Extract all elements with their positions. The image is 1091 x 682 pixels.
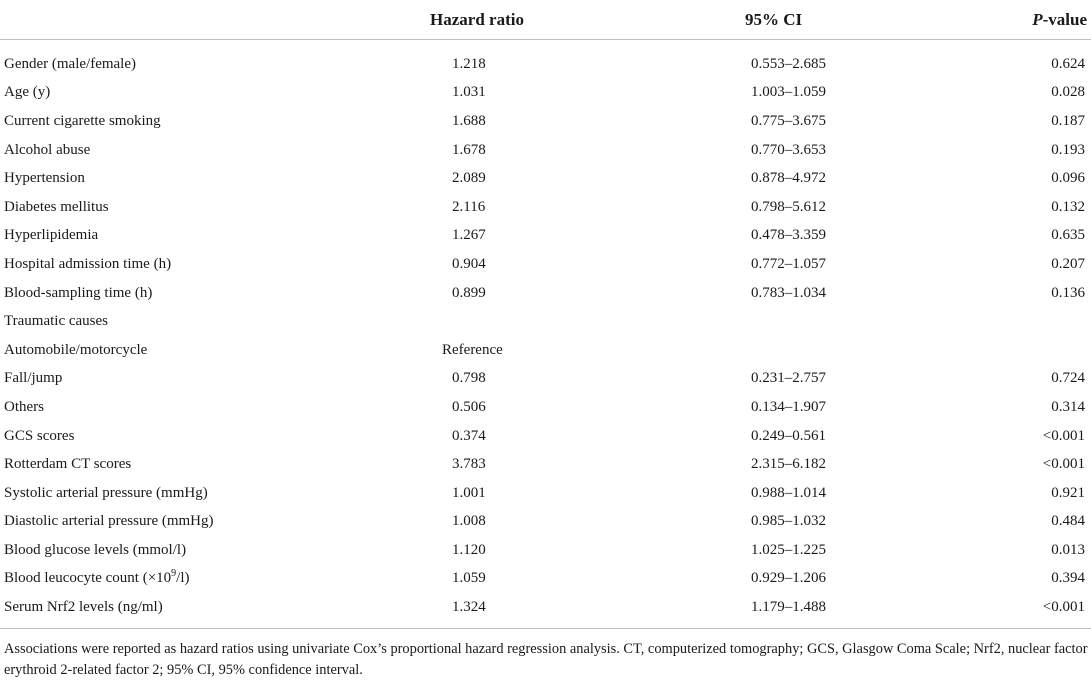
row-p-value: 0.013 [1051,541,1085,558]
row-variable: Rotterdam CT scores [4,456,132,473]
row-ci: 0.878–4.972 [751,170,826,187]
row-ci: 0.783–1.034 [751,284,826,301]
row-variable: Alcohol abuse [4,141,91,158]
table-row [0,250,1091,279]
row-variable: Diabetes mellitus [4,198,109,215]
table-row [0,307,1091,336]
row-hazard-ratio: 0.374 [452,427,486,444]
row-hazard-ratio: 1.059 [452,570,486,587]
row-ci: 0.553–2.685 [751,55,826,72]
row-variable: Diastolic arterial pressure (mmHg) [4,513,214,530]
row-hazard-ratio: Reference [442,341,503,358]
table-row [0,279,1091,308]
row-hazard-ratio: 1.688 [452,112,486,129]
row-hazard-ratio: 1.120 [452,541,486,558]
row-variable: Systolic arterial pressure (mmHg) [4,484,208,501]
row-ci: 1.179–1.488 [625,593,930,628]
row-variable: GCS scores [4,427,75,444]
row-p-value: 0.136 [1051,284,1085,301]
row-variable [0,565,390,594]
row-p-value: 0.096 [1051,170,1085,187]
table-caption: Associations were reported as hazard ratios using univariate Cox’s proportional hazard regression analysis. CT, computerized tomography; GCS, Glasgow Coma Scale; Nrf2, nuclear factor erythroid 2-related factor 2; 95% CI, 95% confidence interval. [4,641,1088,678]
row-p-value: 0.187 [1051,112,1085,129]
header-hazard-ratio: Hazard ratio [390,0,625,40]
table-row [0,365,1091,394]
row-p-value: 0.921 [1051,484,1085,501]
table-row [0,450,1091,479]
row-ci: 0.134–1.907 [751,398,826,415]
row-p-value: 0.193 [1051,141,1085,158]
row-ci: 0.798–5.612 [751,198,826,215]
row-ci: 0.775–3.675 [751,112,826,129]
row-hazard-ratio: 2.116 [452,198,486,215]
row-hazard-ratio: 1.001 [452,484,486,501]
row-variable-post: /l) [176,570,190,587]
row-p-value: 0.624 [1051,55,1085,72]
row-p-value: 0.484 [1051,513,1085,530]
row-hazard-ratio: 2.089 [452,170,486,187]
row-p-value: 0.207 [1051,255,1085,272]
table-header [0,0,1091,40]
row-ci: 0.478–3.359 [751,227,826,244]
row-p-value [930,307,1091,336]
header-p-value [930,0,1091,40]
row-ci: 0.988–1.014 [751,484,826,501]
row-ci: 1.003–1.059 [751,84,826,101]
table-row [0,107,1091,136]
table-row [0,136,1091,165]
row-hazard-ratio: 3.783 [452,456,486,473]
row-p-value: 0.028 [1051,84,1085,101]
row-ci [625,307,930,336]
row-variable-sup: 9 [171,568,177,580]
row-hazard-ratio: 1.218 [452,55,486,72]
row-variable: Serum Nrf2 levels (ng/ml) [0,593,390,628]
table-row [0,164,1091,193]
table-row [0,479,1091,508]
row-p-value: <0.001 [1042,427,1085,444]
row-ci: 2.315–6.182 [751,456,826,473]
row-variable: Blood-sampling time (h) [4,284,153,301]
row-variable-pre: Blood leucocyte count (×10 [4,570,172,587]
row-variable: Automobile/motorcycle [4,341,148,358]
row-hazard-ratio: 1.324 [390,593,625,628]
row-ci: 0.770–3.653 [751,141,826,158]
row-variable: Hospital admission time (h) [4,255,172,272]
row-variable: Fall/jump [4,370,63,387]
row-variable: Age (y) [4,84,51,101]
table-row [0,508,1091,537]
row-hazard-ratio [390,307,625,336]
row-hazard-ratio: 0.904 [452,255,486,272]
row-ci: 0.929–1.206 [751,570,826,587]
row-p-value: <0.001 [1042,456,1085,473]
row-hazard-ratio: 1.267 [452,227,486,244]
row-variable: Traumatic causes [4,313,109,330]
table-row [0,422,1091,451]
row-p-value: 0.635 [1051,227,1085,244]
row-p-value: 0.724 [1051,370,1085,387]
table-row [0,40,1091,79]
row-hazard-ratio: 0.798 [452,370,486,387]
row-variable: Current cigarette smoking [4,112,161,129]
row-ci: 0.249–0.561 [751,427,826,444]
row-hazard-ratio: 1.008 [452,513,486,530]
row-variable: Blood glucose levels (mmol/l) [4,541,187,558]
table-row [0,593,1091,628]
row-ci: 0.985–1.032 [751,513,826,530]
row-p-value: 0.314 [1051,398,1085,415]
header-95-ci: 95% CI [625,0,930,40]
header-row [0,0,1091,40]
row-p-value: 0.394 [1051,570,1085,587]
table-body [0,40,1091,629]
table-row [0,393,1091,422]
row-hazard-ratio: 0.506 [452,398,486,415]
row-variable: Gender (male/female) [4,55,137,72]
table-row [0,193,1091,222]
table-row [0,79,1091,108]
table-row [0,536,1091,565]
row-ci: 0.231–2.757 [751,370,826,387]
row-hazard-ratio: 1.031 [452,84,486,101]
row-hazard-ratio: 0.899 [452,284,486,301]
row-p-value: 0.132 [1051,198,1085,215]
table-row [0,222,1091,251]
row-ci [625,336,930,365]
row-ci: 0.772–1.057 [751,255,826,272]
header-variable [0,0,390,40]
header-p-rest: -value [1042,9,1087,29]
row-hazard-ratio: 1.678 [452,141,486,158]
row-variable: Hypertension [4,170,85,187]
table-row [0,565,1091,594]
row-variable: Hyperlipidemia [4,227,99,244]
row-variable: Others [4,398,44,415]
row-ci: 1.025–1.225 [751,541,826,558]
header-p-italic: P [1032,9,1043,29]
table-row [0,336,1091,365]
row-p-value: <0.001 [930,593,1091,628]
row-p-value [930,336,1091,365]
